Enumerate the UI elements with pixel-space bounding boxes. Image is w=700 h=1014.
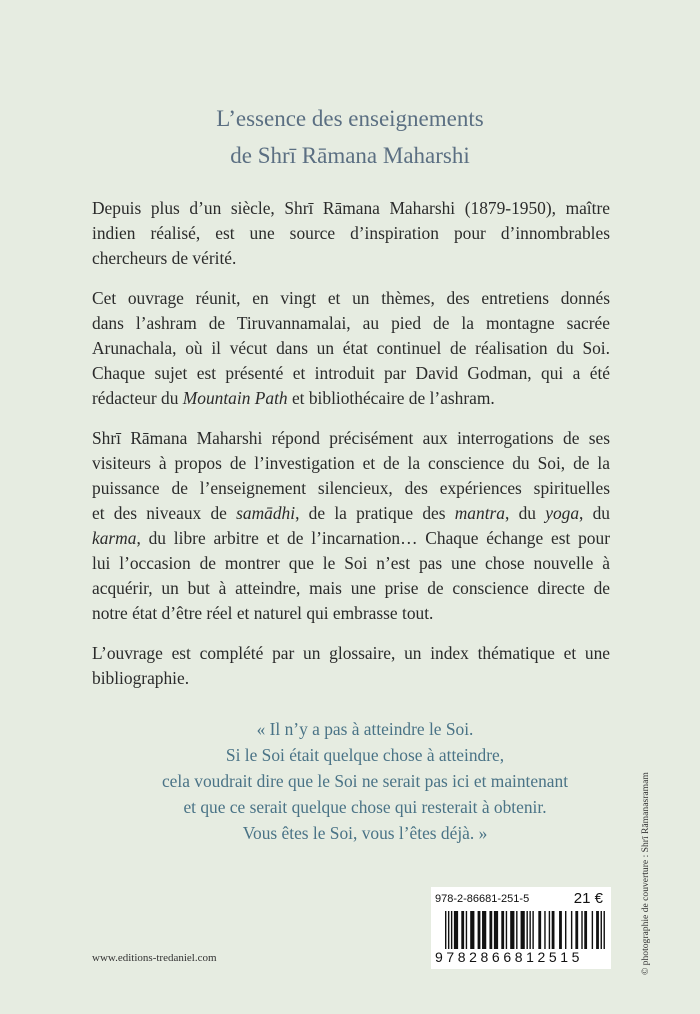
price: 21 €: [573, 890, 603, 907]
book-title: [0, 100, 700, 174]
text-line: [92, 501, 610, 526]
barcode-bar: [532, 911, 533, 949]
text-line: Chaque sujet est présenté et introduit par David Godman, qui a été: [92, 363, 610, 383]
barcode-bar: [529, 911, 530, 949]
barcode-bar: [526, 911, 527, 949]
barcode-bar: [538, 911, 541, 949]
barcode-bar: [454, 911, 458, 949]
paragraph-2: [92, 286, 610, 411]
text-fragment: et bibliothécaire de l’ashram.: [287, 388, 495, 408]
barcode-bar: [451, 911, 452, 949]
text-line: chercheurs de vérité.: [92, 248, 237, 268]
barcode-bar: [581, 911, 582, 949]
text-line: acquérir, un but à atteindre, mais une prise de conscience directe de: [92, 578, 610, 598]
barcode-bar: [470, 911, 474, 949]
text-line: Shrī Rāmana Maharshi répond précisément aux interrogations de ses: [92, 428, 610, 448]
text-fragment: , du: [505, 503, 546, 523]
barcode-bar: [559, 911, 562, 949]
title-line-2: de Shrī Rāmana Maharshi: [230, 143, 470, 168]
barcode-bar: [601, 911, 602, 949]
text-line: indien réalisé, est une source d’inspiration pour d’innombrables: [92, 223, 610, 243]
text-fragment: , du: [579, 503, 611, 523]
paragraph-1: [92, 196, 610, 271]
barcode-bar: [506, 911, 507, 949]
barcode-bar: [478, 911, 481, 949]
quote-line: Si le Soi était quelque chose à atteindre,: [225, 745, 505, 765]
barcode-bar: [445, 911, 446, 949]
text-line: L’ouvrage est complété par un glossaire, un index thématique et une: [92, 643, 610, 663]
text-fragment: et des niveaux de: [92, 503, 237, 523]
text-line: notre état d’être réel et naturel qui embrasse tout.: [92, 603, 434, 623]
barcode-bars: [445, 911, 605, 953]
barcode-bar: [575, 911, 578, 949]
barcode-bar: [544, 911, 545, 949]
quote-block: [150, 716, 580, 846]
text-fragment: , du libre arbitre et de l’incarnation… Chaque échange est pour: [136, 528, 610, 548]
barcode-bar: [604, 911, 605, 949]
text-fragment: rédacteur du: [92, 388, 183, 408]
barcode-bar: [552, 911, 555, 949]
barcode-bar: [466, 911, 467, 949]
text-fragment: , de la pratique des: [295, 503, 455, 523]
photo-credit: © photographie de couverture : Shrī Rāmanasramam: [640, 772, 651, 975]
text-line: Cet ouvrage réunit, en vingt et un thèmes, des entretiens donnés: [92, 288, 610, 308]
barcode-bar: [461, 911, 464, 949]
text-line: [92, 526, 610, 551]
title-line-1: L’essence des enseignements: [216, 106, 484, 131]
barcode-bar: [549, 911, 550, 949]
barcode-bar: [596, 911, 599, 949]
text-line: Depuis plus d’un siècle, Shrī Rāmana Maharshi (1879-1950), maître: [92, 198, 610, 218]
barcode-bar: [584, 911, 587, 949]
quote-line: et que ce serait quelque chose qui resterait à obtenir.: [183, 797, 547, 817]
barcode-bar: [510, 911, 514, 949]
barcode-bar: [521, 911, 525, 949]
barcode-bar: [494, 911, 498, 949]
barcode-bar: [565, 911, 566, 949]
publisher-website: www.editions-tredaniel.com: [92, 952, 217, 964]
text-line: puissance de l’enseignement silencieux, des expériences spirituelles: [92, 478, 610, 498]
barcode-bar: [482, 911, 486, 949]
barcode-bar: [448, 911, 449, 949]
isbn-number: 978-2-86681-251-5: [435, 893, 530, 905]
barcode-bar: [489, 911, 492, 949]
text-line: dans l’ashram de Tiruvannamalai, au pied de la montagne sacrée: [92, 313, 610, 333]
barcode-bar: [592, 911, 593, 949]
text-line: Arunachala, où il vécut dans un état continuel de réalisation du Soi.: [92, 338, 610, 358]
barcode-bar: [571, 911, 572, 949]
italic-term: yoga: [545, 503, 580, 523]
italic-term: samādhi: [236, 503, 296, 523]
text-line: [92, 386, 610, 411]
text-line: lui l’occasion de montrer que le Soi n’est pas une chose nouvelle à: [92, 553, 610, 573]
barcode-bar: [516, 911, 517, 949]
barcode-panel: [431, 887, 611, 969]
italic-term: mantra: [454, 503, 505, 523]
quote-line: Vous êtes le Soi, vous l’êtes déjà. »: [242, 823, 488, 843]
barcode-digits: 9782866812515: [435, 949, 584, 965]
paragraph-3: [92, 426, 610, 626]
description: [92, 196, 610, 706]
italic-term: karma: [92, 528, 137, 548]
paragraph-4: [92, 641, 610, 691]
barcode-bar: [501, 911, 504, 949]
text-line: bibliographie.: [92, 668, 190, 688]
text-line: visiteurs à propos de l’investigation et de la conscience du Soi, de la: [92, 453, 610, 473]
quote-line: cela voudrait dire que le Soi ne serait pas ici et maintenant: [161, 771, 569, 791]
italic-title: Mountain Path: [182, 388, 288, 408]
quote-line: « Il n’y a pas à atteindre le Soi.: [256, 719, 474, 739]
